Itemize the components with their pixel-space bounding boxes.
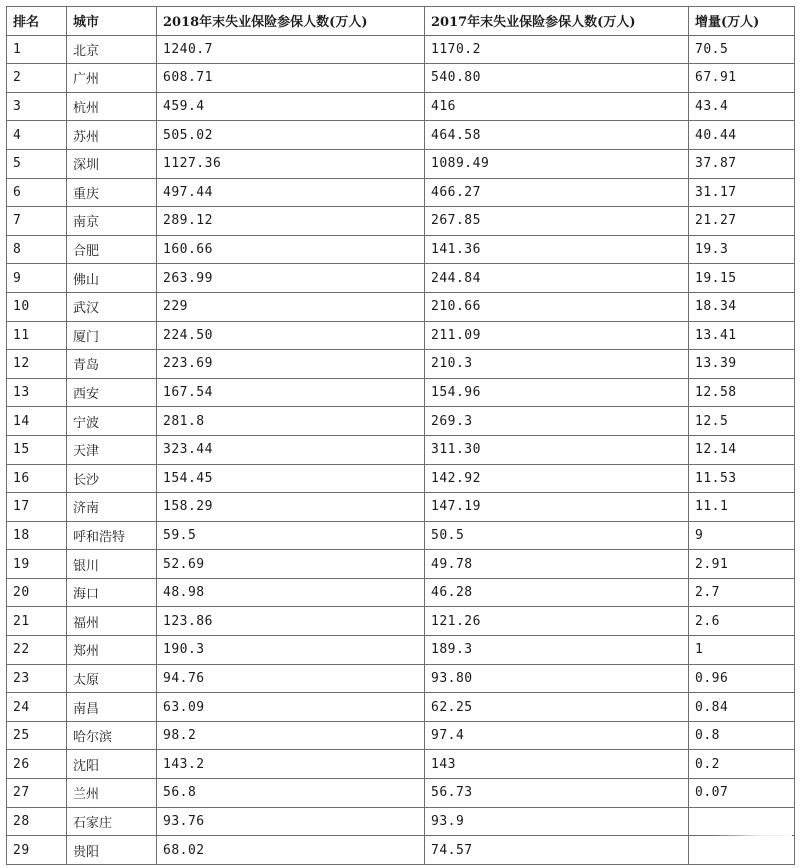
cell-city: 福州 (67, 607, 157, 636)
table-row (7, 35, 795, 64)
cell-2017-insured: 121.26 (425, 607, 689, 636)
cell-2017-insured: 210.3 (425, 350, 689, 379)
cell-increase: 9 (689, 521, 795, 550)
cell-2017-insured: 62.25 (425, 693, 689, 722)
cell-2017-insured: 97.4 (425, 721, 689, 750)
cell-2018-insured: 167.54 (157, 378, 425, 407)
cell-increase: 13.39 (689, 350, 795, 379)
cell-increase: 19.3 (689, 235, 795, 264)
cell-2018-insured: 94.76 (157, 664, 425, 693)
header-city: 城市 (67, 7, 157, 36)
cell-2017-insured: 211.09 (425, 321, 689, 350)
table-row (7, 836, 795, 865)
cell-2018-insured: 263.99 (157, 264, 425, 293)
cell-increase: 21.27 (689, 207, 795, 236)
cell-2018-insured: 323.44 (157, 435, 425, 464)
cell-city: 贵阳 (67, 836, 157, 865)
cell-city: 宁波 (67, 407, 157, 436)
cell-increase: 1 (689, 636, 795, 665)
cell-city: 重庆 (67, 178, 157, 207)
cell-2018-insured: 123.86 (157, 607, 425, 636)
cell-2017-insured: 416 (425, 92, 689, 121)
cell-rank: 17 (7, 493, 67, 522)
cell-2017-insured: 464.58 (425, 121, 689, 150)
cell-rank: 4 (7, 121, 67, 150)
cell-2017-insured: 143 (425, 750, 689, 779)
cell-2018-insured: 229 (157, 292, 425, 321)
cell-2017-insured: 46.28 (425, 578, 689, 607)
cell-2017-insured: 93.9 (425, 807, 689, 836)
cell-2017-insured: 189.3 (425, 636, 689, 665)
table-row (7, 64, 795, 93)
cell-rank: 18 (7, 521, 67, 550)
cell-increase: 19.15 (689, 264, 795, 293)
cell-2017-insured: 56.73 (425, 779, 689, 808)
cell-rank: 20 (7, 578, 67, 607)
table-row (7, 664, 795, 693)
cell-2018-insured: 68.02 (157, 836, 425, 865)
cell-2017-insured: 466.27 (425, 178, 689, 207)
table-row (7, 178, 795, 207)
cell-city: 银川 (67, 550, 157, 579)
cell-city: 兰州 (67, 779, 157, 808)
header-row (7, 7, 795, 36)
cell-2017-insured: 210.66 (425, 292, 689, 321)
cell-city: 北京 (67, 35, 157, 64)
cell-2017-insured: 267.85 (425, 207, 689, 236)
cell-2018-insured: 459.4 (157, 92, 425, 121)
cell-increase: 0.96 (689, 664, 795, 693)
cell-increase: 2.6 (689, 607, 795, 636)
cell-rank: 10 (7, 292, 67, 321)
cell-rank: 3 (7, 92, 67, 121)
cell-rank: 29 (7, 836, 67, 865)
cell-rank: 15 (7, 435, 67, 464)
cell-city: 天津 (67, 435, 157, 464)
cell-rank: 14 (7, 407, 67, 436)
cell-rank: 8 (7, 235, 67, 264)
cell-2017-insured: 244.84 (425, 264, 689, 293)
cell-2018-insured: 93.76 (157, 807, 425, 836)
cell-2017-insured: 142.92 (425, 464, 689, 493)
table-row (7, 378, 795, 407)
cell-city: 合肥 (67, 235, 157, 264)
table-row (7, 407, 795, 436)
cell-city: 长沙 (67, 464, 157, 493)
table-row (7, 264, 795, 293)
cell-2018-insured: 154.45 (157, 464, 425, 493)
cell-increase: 67.91 (689, 64, 795, 93)
cell-city: 呼和浩特 (67, 521, 157, 550)
header-rank: 排名 (7, 7, 67, 36)
cell-increase: 12.58 (689, 378, 795, 407)
unemployment-insurance-table (6, 6, 795, 865)
cell-city: 石家庄 (67, 807, 157, 836)
cell-2018-insured: 48.98 (157, 578, 425, 607)
cell-city: 南京 (67, 207, 157, 236)
watermark-overlay (712, 812, 792, 846)
cell-rank: 22 (7, 636, 67, 665)
table-row (7, 92, 795, 121)
cell-city: 深圳 (67, 149, 157, 178)
cell-city: 苏州 (67, 121, 157, 150)
table-row (7, 292, 795, 321)
table-row (7, 435, 795, 464)
cell-2017-insured: 311.30 (425, 435, 689, 464)
table-row (7, 321, 795, 350)
cell-rank: 6 (7, 178, 67, 207)
cell-2018-insured: 608.71 (157, 64, 425, 93)
cell-2018-insured: 190.3 (157, 636, 425, 665)
cell-increase: 12.14 (689, 435, 795, 464)
cell-rank: 25 (7, 721, 67, 750)
cell-2017-insured: 1170.2 (425, 35, 689, 64)
cell-2017-insured: 154.96 (425, 378, 689, 407)
cell-increase: 2.91 (689, 550, 795, 579)
cell-increase: 40.44 (689, 121, 795, 150)
cell-increase: 0.84 (689, 693, 795, 722)
table-row (7, 779, 795, 808)
cell-increase: 12.5 (689, 407, 795, 436)
cell-rank: 27 (7, 779, 67, 808)
cell-rank: 9 (7, 264, 67, 293)
cell-city: 海口 (67, 578, 157, 607)
table-row (7, 721, 795, 750)
cell-increase: 11.1 (689, 493, 795, 522)
cell-city: 郑州 (67, 636, 157, 665)
table-row (7, 149, 795, 178)
cell-2018-insured: 505.02 (157, 121, 425, 150)
header-2017-insured: 2017年末失业保险参保人数(万人) (425, 7, 689, 36)
cell-increase: 31.17 (689, 178, 795, 207)
header-increase: 增量(万人) (689, 7, 795, 36)
cell-increase: 43.4 (689, 92, 795, 121)
cell-rank: 28 (7, 807, 67, 836)
table-row (7, 121, 795, 150)
cell-city: 青岛 (67, 350, 157, 379)
cell-2018-insured: 281.8 (157, 407, 425, 436)
cell-increase: 18.34 (689, 292, 795, 321)
cell-increase: 70.5 (689, 35, 795, 64)
cell-increase: 11.53 (689, 464, 795, 493)
cell-2018-insured: 158.29 (157, 493, 425, 522)
table-header (7, 7, 795, 36)
cell-2018-insured: 63.09 (157, 693, 425, 722)
cell-2017-insured: 74.57 (425, 836, 689, 865)
cell-2018-insured: 160.66 (157, 235, 425, 264)
cell-rank: 16 (7, 464, 67, 493)
table-row (7, 636, 795, 665)
table-row (7, 350, 795, 379)
cell-city: 哈尔滨 (67, 721, 157, 750)
table-row (7, 521, 795, 550)
table-row (7, 550, 795, 579)
cell-2018-insured: 289.12 (157, 207, 425, 236)
cell-rank: 13 (7, 378, 67, 407)
cell-rank: 24 (7, 693, 67, 722)
table-row (7, 607, 795, 636)
cell-2018-insured: 52.69 (157, 550, 425, 579)
cell-2018-insured: 223.69 (157, 350, 425, 379)
cell-city: 广州 (67, 64, 157, 93)
table-row (7, 750, 795, 779)
cell-2017-insured: 49.78 (425, 550, 689, 579)
cell-2018-insured: 59.5 (157, 521, 425, 550)
cell-rank: 12 (7, 350, 67, 379)
cell-2017-insured: 1089.49 (425, 149, 689, 178)
cell-increase: 0.2 (689, 750, 795, 779)
cell-2017-insured: 50.5 (425, 521, 689, 550)
cell-increase: 13.41 (689, 321, 795, 350)
document-sheet (6, 6, 794, 865)
cell-2017-insured: 540.80 (425, 64, 689, 93)
cell-2017-insured: 269.3 (425, 407, 689, 436)
cell-2018-insured: 1240.7 (157, 35, 425, 64)
cell-2017-insured: 93.80 (425, 664, 689, 693)
cell-city: 武汉 (67, 292, 157, 321)
cell-2018-insured: 143.2 (157, 750, 425, 779)
cell-rank: 5 (7, 149, 67, 178)
table-row (7, 235, 795, 264)
cell-rank: 26 (7, 750, 67, 779)
cell-rank: 11 (7, 321, 67, 350)
cell-city: 济南 (67, 493, 157, 522)
cell-2017-insured: 147.19 (425, 493, 689, 522)
cell-increase: 2.7 (689, 578, 795, 607)
cell-city: 杭州 (67, 92, 157, 121)
cell-2017-insured: 141.36 (425, 235, 689, 264)
cell-increase: 37.87 (689, 149, 795, 178)
cell-2018-insured: 56.8 (157, 779, 425, 808)
cell-increase: 0.8 (689, 721, 795, 750)
cell-rank: 7 (7, 207, 67, 236)
table-row (7, 464, 795, 493)
table-row (7, 807, 795, 836)
cell-city: 西安 (67, 378, 157, 407)
table-body (7, 35, 795, 864)
header-2018-insured: 2018年末失业保险参保人数(万人) (157, 7, 425, 36)
cell-rank: 1 (7, 35, 67, 64)
cell-2018-insured: 98.2 (157, 721, 425, 750)
table-row (7, 207, 795, 236)
cell-city: 佛山 (67, 264, 157, 293)
cell-city: 南昌 (67, 693, 157, 722)
cell-city: 厦门 (67, 321, 157, 350)
table-row (7, 693, 795, 722)
cell-rank: 23 (7, 664, 67, 693)
cell-city: 沈阳 (67, 750, 157, 779)
cell-2018-insured: 1127.36 (157, 149, 425, 178)
table-row (7, 493, 795, 522)
table-row (7, 578, 795, 607)
cell-rank: 19 (7, 550, 67, 579)
cell-2018-insured: 224.50 (157, 321, 425, 350)
cell-rank: 21 (7, 607, 67, 636)
cell-increase: 0.07 (689, 779, 795, 808)
cell-2018-insured: 497.44 (157, 178, 425, 207)
cell-city: 太原 (67, 664, 157, 693)
cell-rank: 2 (7, 64, 67, 93)
